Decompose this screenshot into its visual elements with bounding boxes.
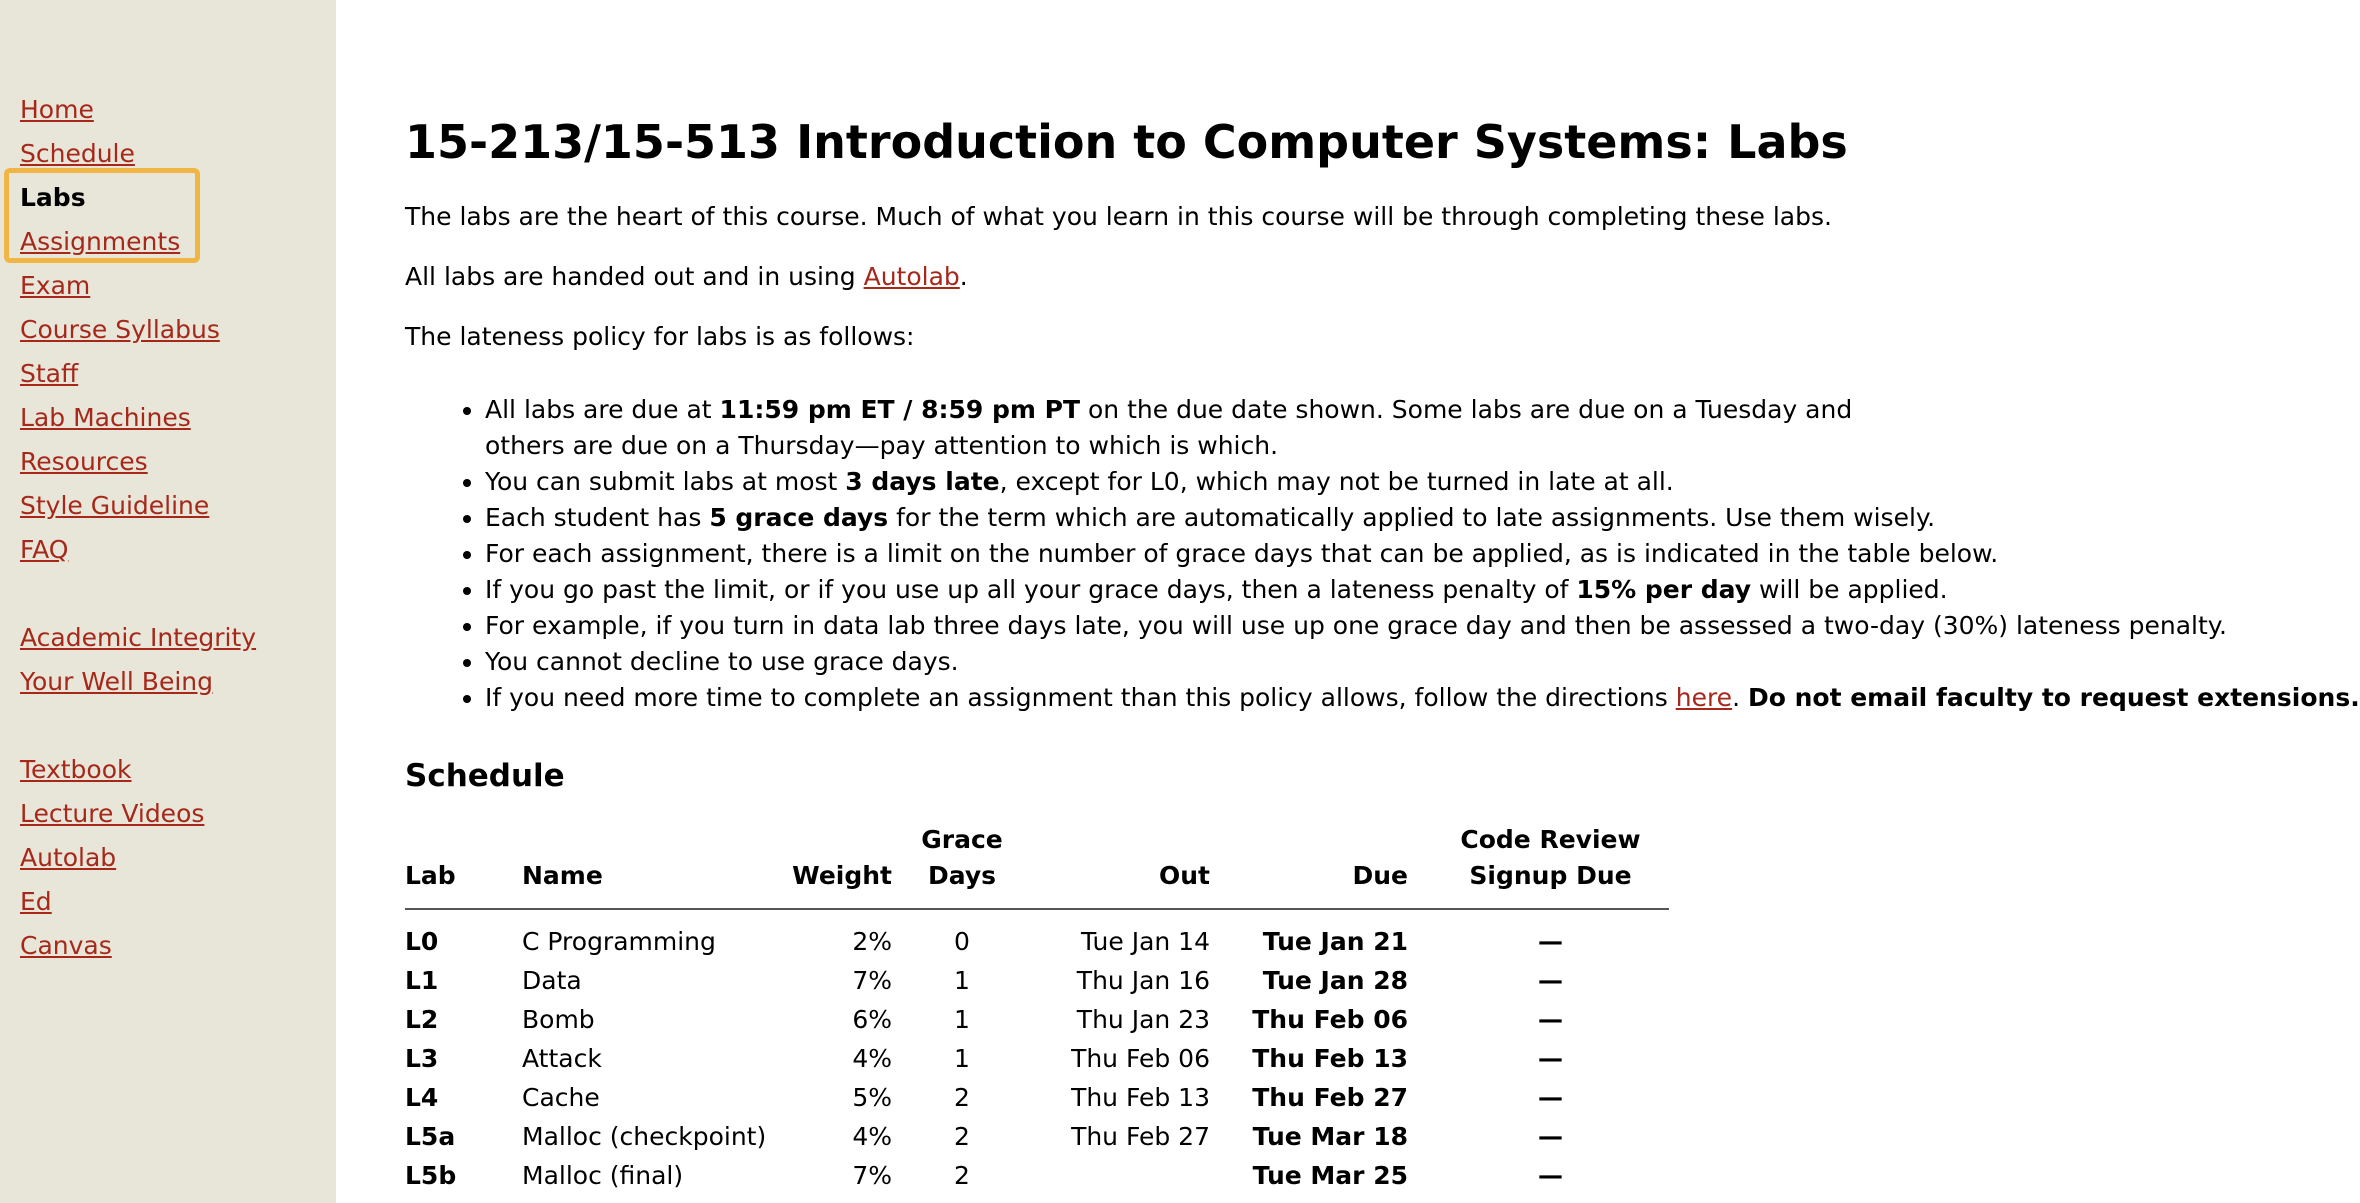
cell-grace: 1 — [954, 1044, 970, 1073]
cell-code-review: — — [1538, 1122, 1563, 1151]
header-line: Signup Due — [1469, 861, 1632, 890]
policy-text: If you go past the limit, or if you use up all your grace days, then a lateness penalty of — [485, 575, 1577, 604]
sidebar-item-course-syllabus[interactable]: Course Syllabus — [20, 315, 220, 344]
sidebar-item-lecture-videos[interactable]: Lecture Videos — [20, 799, 205, 828]
header-line: Grace — [921, 825, 1003, 854]
cell-out: Thu Feb 13 — [1071, 1083, 1210, 1112]
table-row — [405, 1039, 1669, 1078]
header-line: Code Review — [1460, 825, 1641, 854]
cell-out: Thu Feb 27 — [1071, 1122, 1210, 1151]
header-out: Out — [1032, 822, 1210, 909]
sidebar-item-resources[interactable]: Resources — [20, 447, 148, 476]
cell-weight: 7% — [852, 966, 892, 995]
header-lab: Lab — [405, 822, 522, 909]
cell-code-review: — — [1538, 1005, 1563, 1034]
cell-code-review: — — [1538, 1083, 1563, 1112]
table-row — [405, 1156, 1669, 1195]
lateness-intro: The lateness policy for labs is as follows: — [405, 322, 915, 351]
cell-due: Thu Feb 27 — [1252, 1083, 1408, 1112]
table-row — [405, 961, 1669, 1000]
table-row — [405, 1000, 1669, 1039]
cell-lab: L0 — [405, 927, 439, 956]
cell-code-review: — — [1538, 1044, 1563, 1073]
intro-text: The labs are the heart of this course. Much of what you learn in this course will be through completing these labs. — [405, 202, 1832, 231]
policy-text: You can submit labs at most — [485, 467, 846, 496]
policy-text: for the term which are automatically applied to late assignments. Use them wisely. — [888, 503, 1936, 532]
policy-item-grace-limit: • For each assignment, there is a limit on the number of grace days that can be applied, as is indicated in the table below. — [485, 536, 2285, 572]
table-row — [405, 1117, 1669, 1156]
extension-directions-link[interactable]: here — [1675, 683, 1733, 712]
policy-item-penalty — [485, 572, 2285, 608]
policy-item-no-decline: • You cannot decline to use grace days. — [485, 644, 2285, 680]
cell-grace: 2 — [954, 1161, 970, 1190]
policy-text: All labs are due at — [485, 395, 720, 424]
cell-lab: L5b — [405, 1161, 457, 1190]
cell-code-review: — — [1538, 966, 1563, 995]
sidebar-item-academic-integrity[interactable]: Academic Integrity — [20, 623, 257, 652]
table-header-row — [405, 822, 1669, 909]
cell-out — [1032, 1156, 1210, 1195]
sidebar-item-home[interactable]: Home — [20, 95, 94, 124]
cell-weight: 7% — [852, 1161, 892, 1190]
cell-due: Tue Jan 21 — [1262, 927, 1408, 956]
cell-weight: 2% — [852, 927, 892, 956]
header-due: Due — [1210, 822, 1408, 909]
cell-weight: 4% — [852, 1122, 892, 1151]
lab-schedule-table — [405, 822, 1669, 1195]
cell-grace: 1 — [954, 966, 970, 995]
cell-grace: 2 — [954, 1083, 970, 1112]
cell-name: Bomb — [522, 1005, 595, 1034]
sidebar-item-autolab[interactable]: Autolab — [20, 843, 117, 872]
sidebar-item-exam[interactable]: Exam — [20, 271, 91, 300]
sidebar-item-textbook[interactable]: Textbook — [20, 755, 132, 784]
cell-due: Thu Feb 06 — [1252, 1005, 1408, 1034]
cell-name: Malloc (checkpoint) — [522, 1122, 767, 1151]
policy-emphasis: 5 grace days — [709, 503, 889, 532]
policy-emphasis: 15% per day — [1576, 575, 1752, 604]
handout-text — [405, 259, 968, 295]
sidebar-item-your-well-being[interactable]: Your Well Being — [20, 667, 213, 696]
cell-weight: 6% — [852, 1005, 892, 1034]
sidebar — [0, 0, 336, 1203]
nav-spacer — [20, 572, 256, 616]
header-line: Days — [927, 861, 997, 890]
sidebar-item-canvas[interactable]: Canvas — [20, 931, 112, 960]
cell-lab: L4 — [405, 1083, 439, 1112]
policy-emphasis: 3 days late — [845, 467, 1000, 496]
cell-name: Data — [522, 966, 582, 995]
header-code-review — [1408, 822, 1669, 909]
sidebar-item-ed[interactable]: Ed — [20, 887, 52, 916]
cell-name: Cache — [522, 1083, 600, 1112]
cell-lab: L2 — [405, 1005, 439, 1034]
cell-weight: 5% — [852, 1083, 892, 1112]
table-row — [405, 909, 1669, 961]
cell-name: Attack — [522, 1044, 602, 1073]
header-grace-days — [892, 822, 1032, 909]
cell-out: Thu Jan 23 — [1076, 1005, 1210, 1034]
policy-item-example: • For example, if you turn in data lab three days late, you will use up one grace day and then be assessed a two-day (30%) lateness penalty. — [485, 608, 2285, 644]
cell-due: Tue Mar 18 — [1252, 1122, 1408, 1151]
policy-item-extensions — [485, 680, 2360, 716]
cell-lab: L1 — [405, 966, 439, 995]
policy-text: . — [1732, 683, 1748, 712]
cell-grace: 2 — [954, 1122, 970, 1151]
cell-name: C Programming — [522, 927, 716, 956]
sidebar-item-assignments[interactable]: Assignments — [20, 227, 181, 256]
cell-grace: 1 — [954, 1005, 970, 1034]
policy-text: , except for L0, which may not be turned in late at all. — [999, 467, 1674, 496]
sidebar-item-style-guideline[interactable]: Style Guideline — [20, 491, 210, 520]
cell-code-review: — — [1538, 1161, 1563, 1190]
cell-grace: 0 — [954, 927, 970, 956]
header-weight: Weight — [772, 822, 892, 909]
cell-weight: 4% — [852, 1044, 892, 1073]
cell-due: Tue Jan 28 — [1262, 966, 1408, 995]
sidebar-item-schedule[interactable]: Schedule — [20, 139, 135, 168]
sidebar-item-staff[interactable]: Staff — [20, 359, 79, 388]
policy-item-grace-days — [485, 500, 2285, 536]
sidebar-item-labs: Labs — [20, 183, 86, 212]
lateness-policy-list — [405, 392, 2360, 716]
page-title: 15-213/15-513 Introduction to Computer Systems: Labs — [405, 115, 1848, 169]
handout-prefix: All labs are handed out and in using — [405, 262, 864, 291]
policy-text: Each student has — [485, 503, 710, 532]
cell-code-review: — — [1538, 927, 1563, 956]
policy-text: will be applied. — [1751, 575, 1948, 604]
cell-name: Malloc (final) — [522, 1161, 684, 1190]
policy-text: If you need more time to complete an assignment than this policy allows, follow the directions — [485, 683, 1676, 712]
cell-lab: L5a — [405, 1122, 456, 1151]
sidebar-item-faq[interactable]: FAQ — [20, 535, 69, 564]
schedule-heading: Schedule — [405, 758, 565, 794]
policy-text: on the due date shown. Some labs are due on a Tuesday and others are due on a Thursday—pay attention to which is which. — [485, 395, 1853, 460]
table-row — [405, 1078, 1669, 1117]
handout-suffix: . — [959, 262, 968, 291]
policy-emphasis: 11:59 pm ET / 8:59 pm PT — [719, 395, 1081, 424]
autolab-link[interactable]: Autolab — [863, 262, 960, 291]
cell-out: Tue Jan 14 — [1081, 927, 1210, 956]
sidebar-item-lab-machines[interactable]: Lab Machines — [20, 403, 191, 432]
sidebar-nav — [20, 88, 256, 968]
cell-out: Thu Jan 16 — [1076, 966, 1210, 995]
cell-due: Tue Mar 25 — [1252, 1161, 1408, 1190]
nav-spacer — [20, 704, 256, 748]
policy-emphasis: Do not email faculty to request extensions. — [1747, 683, 2360, 712]
policy-item-late-limit — [485, 464, 2285, 500]
policy-item-due-time — [485, 392, 1905, 464]
cell-out: Thu Feb 06 — [1071, 1044, 1210, 1073]
cell-lab: L3 — [405, 1044, 439, 1073]
header-name: Name — [522, 822, 772, 909]
cell-due: Thu Feb 13 — [1252, 1044, 1408, 1073]
